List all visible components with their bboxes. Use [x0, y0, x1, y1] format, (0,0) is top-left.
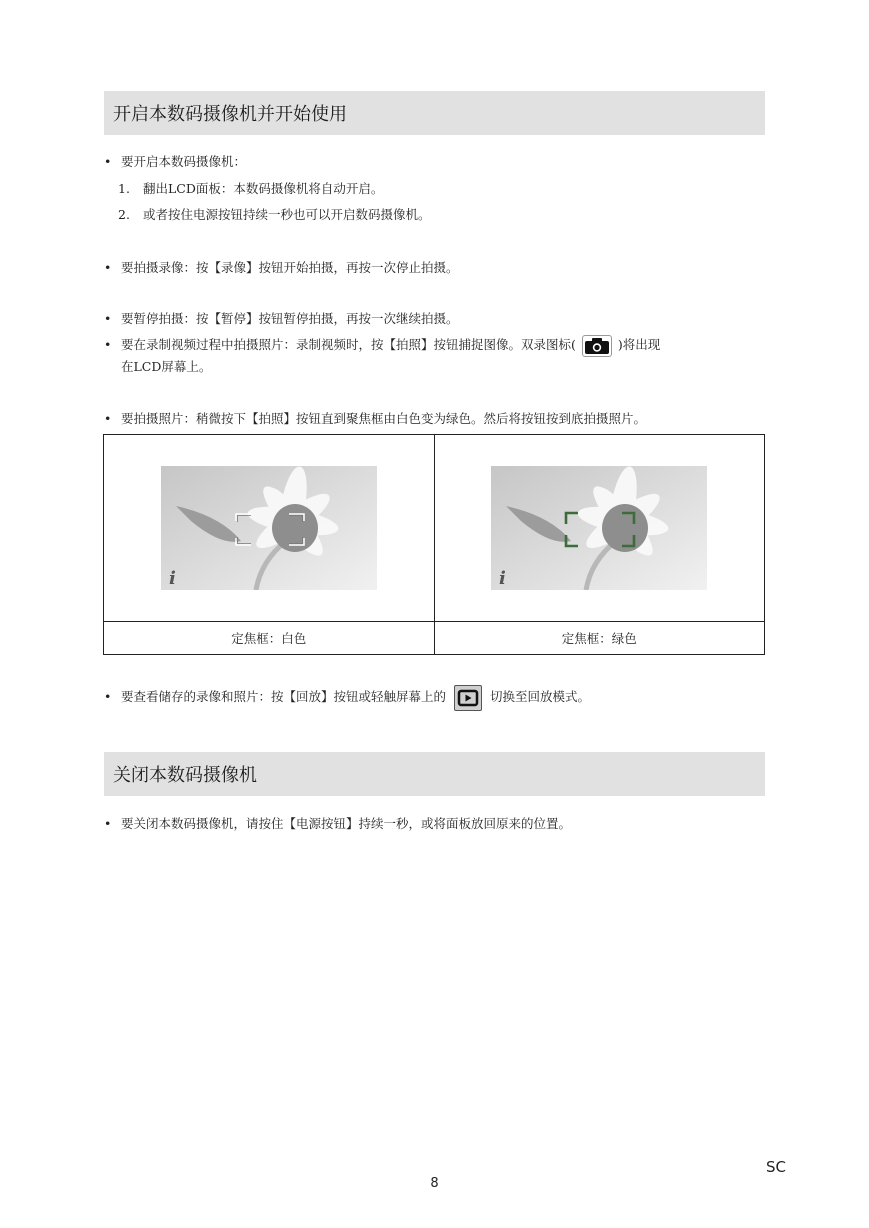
info-icon: i [499, 568, 507, 589]
camera-icon [582, 335, 612, 357]
caption-green: 定焦框：绿色 [434, 622, 765, 655]
list-item [104, 151, 246, 173]
list-item [104, 257, 459, 279]
language-code: SC [766, 1158, 786, 1176]
bullet-icon: • [104, 311, 112, 326]
step-number: 2. [118, 207, 130, 222]
bullet-text: 要查看储存的录像和照片：按【回放】按钮或轻触屏幕上的 [121, 689, 447, 704]
bullet-text: 要拍摄录像：按【录像】按钮开始拍摄，再按一次停止拍摄。 [121, 260, 459, 275]
list-item [104, 408, 646, 430]
sunflower-green-frame-image [491, 466, 707, 590]
step-text: 或者按住电源按钮持续一秒也可以开启数码摄像机。 [143, 207, 431, 222]
bullet-icon: • [104, 260, 112, 275]
bullet-text: 要在录制视频过程中拍摄照片：录制视频时，按【拍照】按钮捕捉图像。双录图标( [121, 337, 576, 352]
bullet-text: 要开启本数码摄像机： [121, 154, 247, 169]
bullet-icon: • [104, 154, 112, 169]
section-title-power-off [104, 752, 765, 796]
section-title-power-on [104, 91, 765, 135]
list-item [104, 334, 660, 357]
list-item [104, 813, 571, 835]
bullet-icon: • [104, 337, 112, 352]
info-icon: i [168, 568, 176, 589]
caption-white: 定焦框：白色 [104, 622, 435, 655]
bullet-icon: • [104, 689, 112, 704]
bullet-text: 要暂停拍摄：按【暂停】按钮暂停拍摄，再按一次继续拍摄。 [121, 311, 459, 326]
play-icon [454, 685, 482, 711]
bullet-icon: • [104, 411, 112, 426]
bullet-text-cont: 切换至回放模式。 [490, 689, 591, 704]
page-number: 8 [430, 1176, 439, 1191]
bullet-text: 要拍摄照片：稍微按下【拍照】按钮直到聚焦框由白色变为绿色。然后将按钮按到底拍摄照片。 [121, 411, 647, 426]
list-item-step-2 [104, 204, 431, 226]
focus-frame-table [103, 434, 765, 655]
list-item-cont [104, 356, 211, 378]
step-number: 1. [118, 181, 130, 196]
section-title-text: 开启本数码摄像机并开始使用 [113, 104, 347, 125]
focus-white-cell [104, 435, 435, 622]
bullet-text: 在LCD屏幕上。 [121, 359, 212, 374]
bullet-icon: • [104, 816, 112, 831]
list-item [104, 308, 459, 330]
sunflower-white-frame-image [161, 466, 377, 590]
bullet-text-cont: )将出现 [617, 337, 661, 352]
focus-green-cell [434, 435, 765, 622]
step-text: 翻出LCD面板：本数码摄像机将自动开启。 [143, 181, 384, 196]
section-title-text: 关闭本数码摄像机 [113, 765, 257, 786]
bullet-text: 要关闭本数码摄像机，请按住【电源按钮】持续一秒，或将面板放回原来的位置。 [121, 816, 572, 831]
list-item-step-1 [104, 178, 383, 200]
list-item [104, 684, 590, 711]
